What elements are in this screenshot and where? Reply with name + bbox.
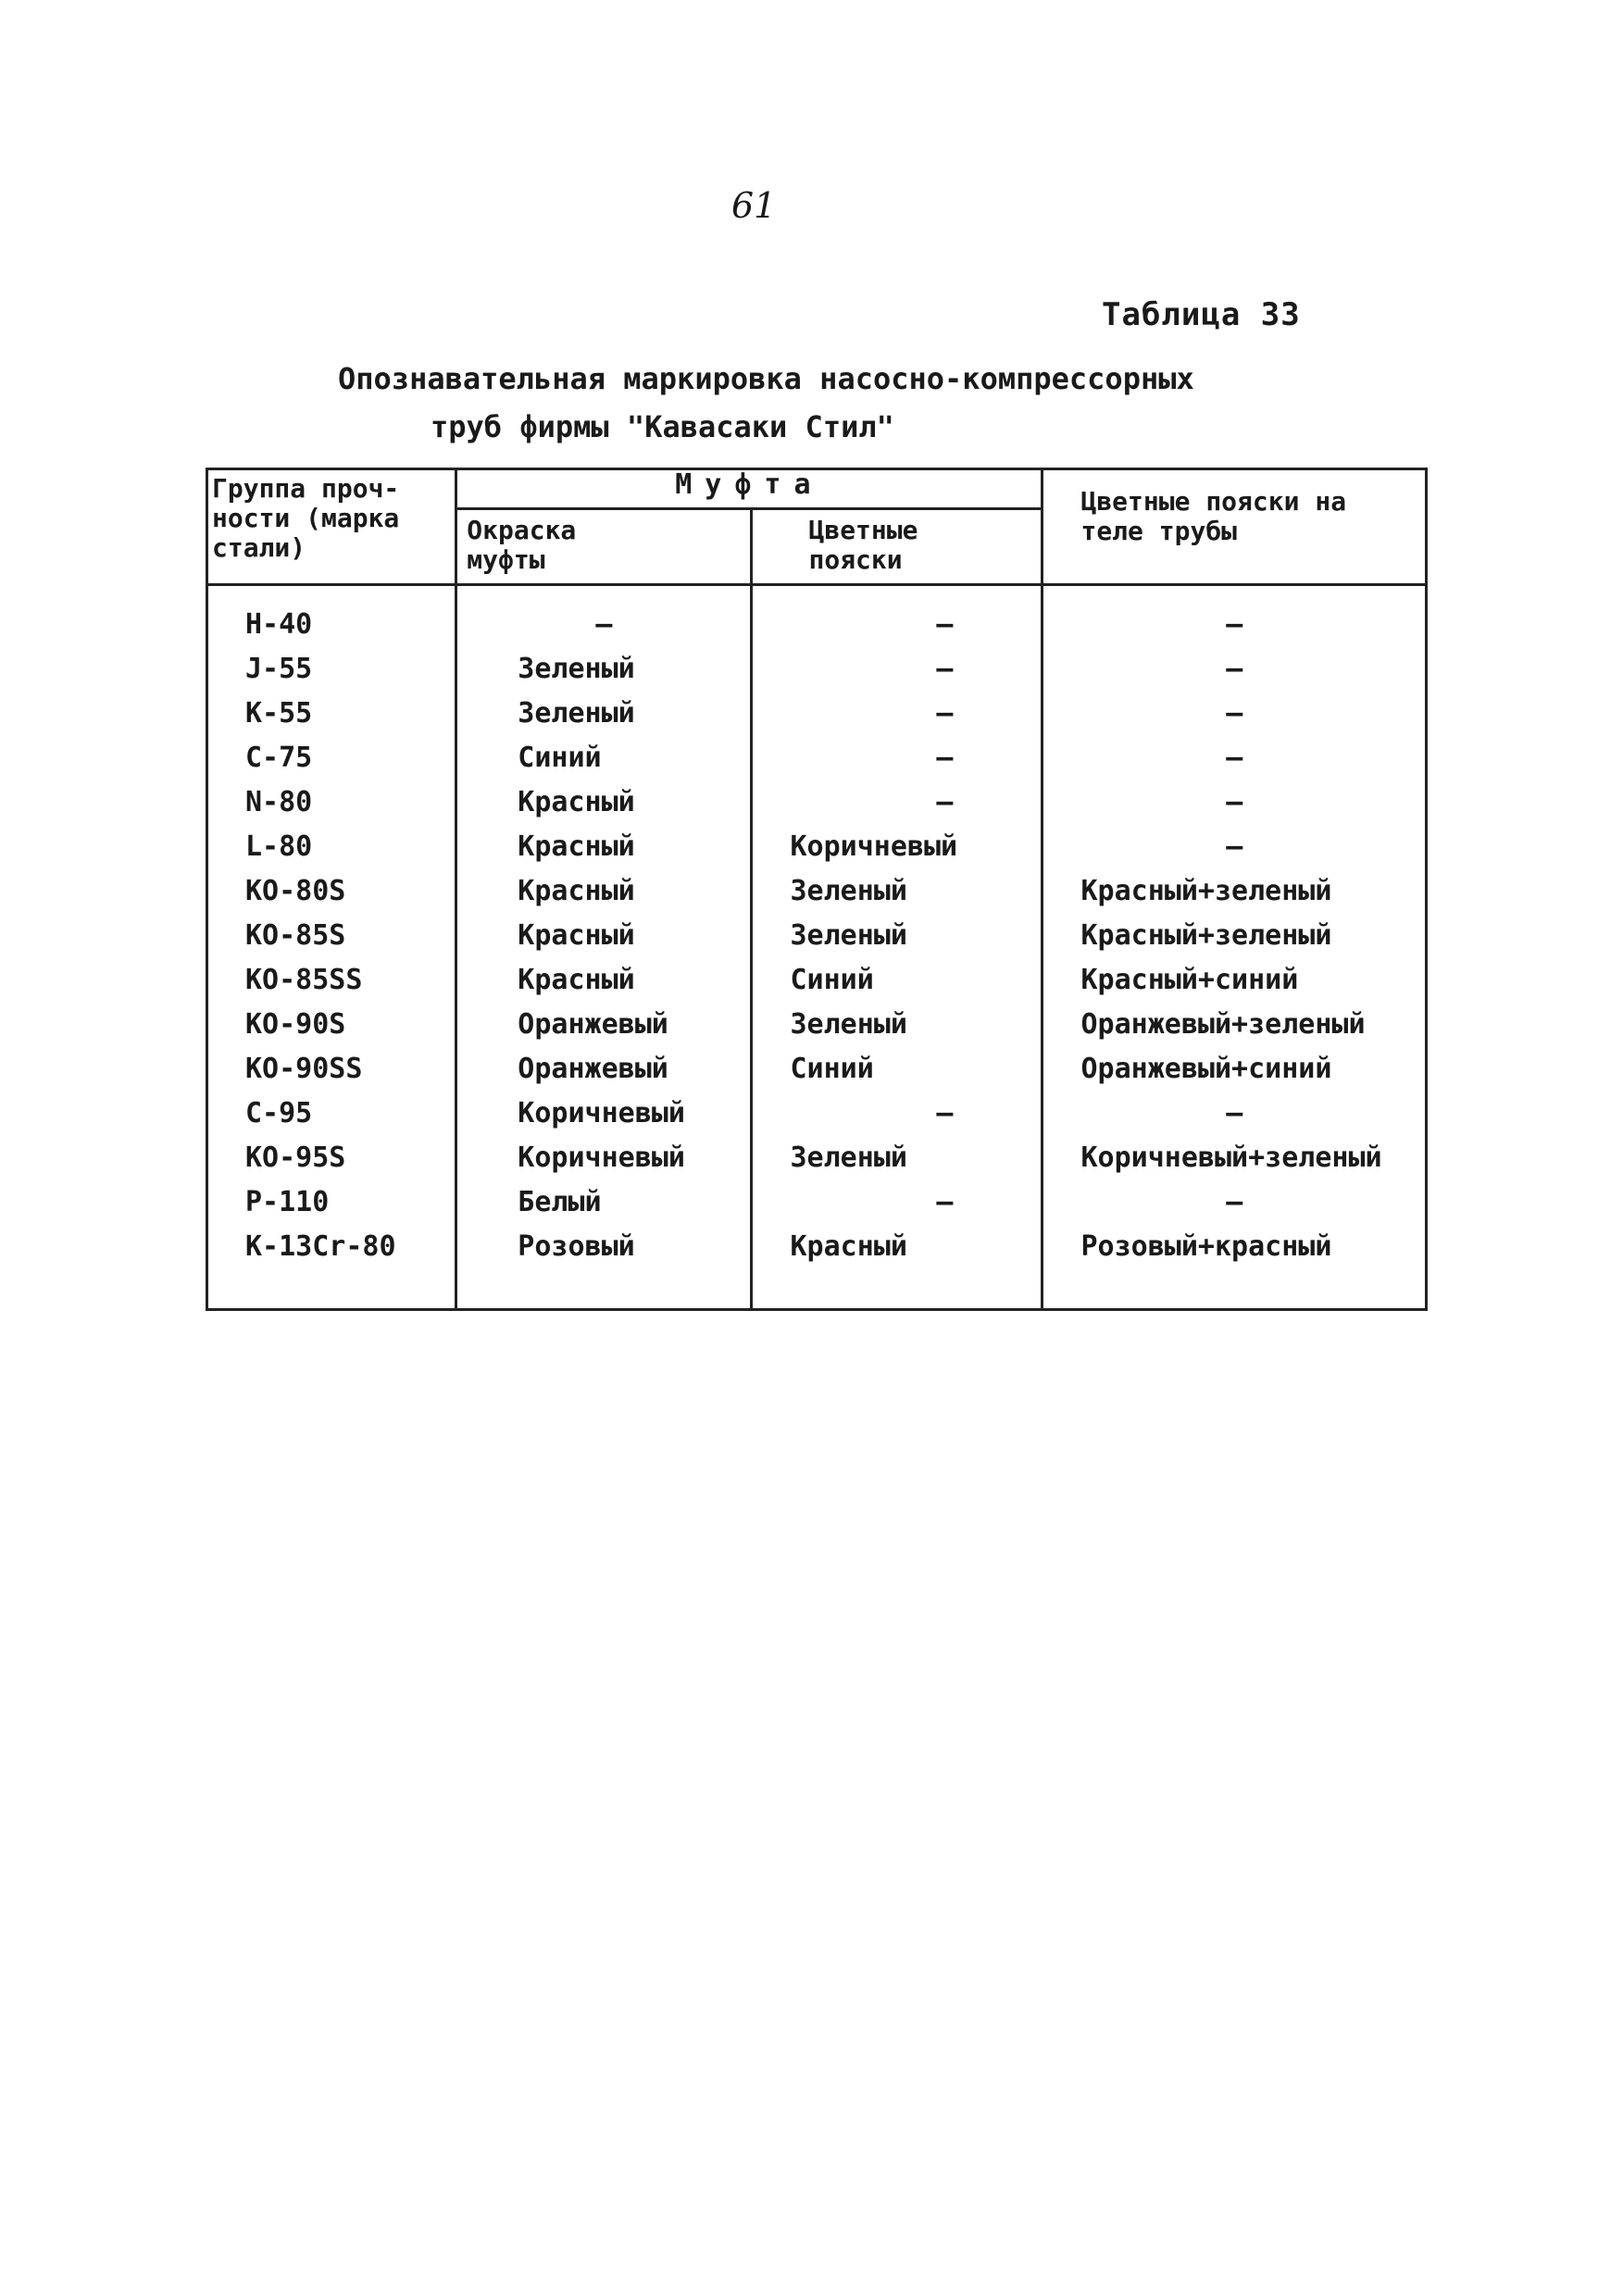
table-row [207,1180,1427,1225]
cell-grade: К-55 [207,692,456,736]
cell-coupling-color: Красный [456,914,752,958]
cell-coupling-bands: Зеленый [752,869,1042,914]
cell-grade: L-80 [207,825,456,869]
cell-coupling-color: Белый [456,1180,752,1225]
table-caption-line-1: Опознавательная маркировка насосно-компрессорных [338,361,1194,396]
cell-body-bands: – [1042,780,1427,825]
cell-coupling-bands: – [752,780,1042,825]
header-coupling-color: Окраска муфты [456,509,752,585]
table-row [207,1047,1427,1092]
header-coupling: Муфта [456,469,1042,509]
table-row [207,1225,1427,1310]
table-row [207,736,1427,780]
cell-coupling-color: Зеленый [456,692,752,736]
cell-body-bands: Красный+зеленый [1042,869,1427,914]
cell-body-bands: Красный+зеленый [1042,914,1427,958]
cell-coupling-color: Оранжевый [456,1047,752,1092]
cell-coupling-bands: – [752,1180,1042,1225]
table-row [207,692,1427,736]
page-number: 61 [731,185,777,226]
cell-coupling-color: Красный [456,958,752,1003]
table-row [207,914,1427,958]
cell-coupling-bands: – [752,585,1042,648]
cell-coupling-color: Синий [456,736,752,780]
cell-grade: Н-40 [207,585,456,648]
table-row [207,647,1427,692]
cell-coupling-bands: Зеленый [752,1136,1042,1180]
cell-grade: КО-85S [207,914,456,958]
cell-grade: С-95 [207,1092,456,1136]
cell-coupling-bands: Зеленый [752,914,1042,958]
cell-coupling-bands: Синий [752,1047,1042,1092]
table-row [207,1003,1427,1047]
table-row [207,869,1427,914]
cell-grade: КО-80S [207,869,456,914]
cell-coupling-color: Коричневый [456,1136,752,1180]
table-row [207,825,1427,869]
cell-coupling-bands: – [752,647,1042,692]
cell-body-bands: Оранжевый+синий [1042,1047,1427,1092]
cell-coupling-color: Красный [456,869,752,914]
cell-coupling-color: Коричневый [456,1092,752,1136]
cell-body-bands: – [1042,585,1427,648]
cell-body-bands: Оранжевый+зеленый [1042,1003,1427,1047]
cell-coupling-color: Красный [456,825,752,869]
cell-grade: С-75 [207,736,456,780]
cell-body-bands: – [1042,1092,1427,1136]
table-row [207,585,1427,648]
cell-body-bands: Коричневый+зеленый [1042,1136,1427,1180]
cell-coupling-bands: – [752,1092,1042,1136]
cell-body-bands: – [1042,825,1427,869]
cell-grade: КО-90S [207,1003,456,1047]
cell-grade: N-80 [207,780,456,825]
cell-coupling-bands: – [752,736,1042,780]
table-caption-line-2: труб фирмы "Кавасаки Стил" [431,409,894,444]
cell-body-bands: Красный+синий [1042,958,1427,1003]
table-body [207,585,1427,1310]
cell-body-bands: – [1042,736,1427,780]
table-row [207,958,1427,1003]
cell-coupling-bands: Красный [752,1225,1042,1310]
cell-body-bands: Розовый+красный [1042,1225,1427,1310]
cell-coupling-bands: Синий [752,958,1042,1003]
cell-coupling-bands: – [752,692,1042,736]
cell-coupling-color: – [456,585,752,648]
cell-body-bands: – [1042,1180,1427,1225]
table-row [207,780,1427,825]
cell-grade: Р-110 [207,1180,456,1225]
cell-coupling-bands: Зеленый [752,1003,1042,1047]
header-coupling-bands: Цветные пояски [752,509,1042,585]
cell-grade: КО-85SS [207,958,456,1003]
marking-table [206,468,1428,1311]
table-label: Таблица 33 [1102,296,1301,333]
header-body-bands: Цветные пояски на теле трубы [1042,469,1427,585]
cell-body-bands: – [1042,647,1427,692]
cell-grade: J-55 [207,647,456,692]
header-grade: Группа проч- ности (марка стали) [207,469,456,585]
cell-grade: К-13Cr-80 [207,1225,456,1310]
cell-body-bands: – [1042,692,1427,736]
cell-coupling-color: Красный [456,780,752,825]
table-row [207,1092,1427,1136]
cell-grade: КО-95S [207,1136,456,1180]
cell-grade: КО-90SS [207,1047,456,1092]
cell-coupling-bands: Коричневый [752,825,1042,869]
table-row [207,1136,1427,1180]
cell-coupling-color: Розовый [456,1225,752,1310]
cell-coupling-color: Зеленый [456,647,752,692]
cell-coupling-color: Оранжевый [456,1003,752,1047]
